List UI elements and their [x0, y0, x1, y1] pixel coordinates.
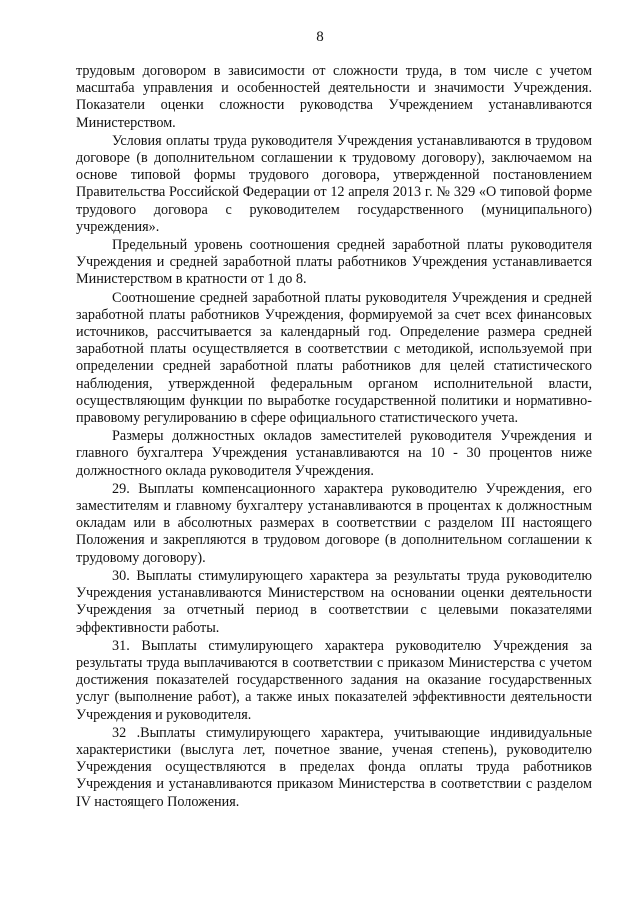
- page-number: 8: [316, 29, 324, 45]
- paragraph-item-32: 32 .Выплаты стимулирующего характера, учитывающие индивидуальные характеристики (выслуга лет, почетное звание, ученая степень), руководителю Учреждения осуществляются в пределах фонда оплаты труда работников Учреждения и устанавливаются приказом Министерства в соответствии с разделом IV настоящего Положения.: [76, 724, 592, 810]
- paragraph-contract-terms: Условия оплаты труда руководителя Учреждения устанавливаются в трудовом договоре (в дополнительном соглашении к трудовому договору), заключаемом на основе типовой формы трудового договора, утвержденной постановлением Правительства Российской Федерации от 12 апреля 2013 г. № 329 «О типовой форме трудового договора с руководителем государственного (муниципального) учреждения».: [76, 132, 592, 235]
- paragraph-item-31: 31. Выплаты стимулирующего характера руководителю Учреждения за результаты труда выплачиваются в соответствии с приказом Министерства с учетом достижения показателей государственного задания на оказание государственных услуг (выполнение работ), а также иных показателей эффективности деятельности Учреждения и руководителя.: [76, 637, 592, 723]
- paragraph-item-30: 30. Выплаты стимулирующего характера за результаты труда руководителю Учреждения устанавливаются Министерством на основании оценки деятельности Учреждения за отчетный период в соответствии с целевыми показателями эффективности работы.: [76, 567, 592, 636]
- paragraph-deputy-salaries: Размеры должностных окладов заместителей руководителя Учреждения и главного бухгалтера Учреждения устанавливаются на 10 - 30 процентов ниже должностного оклада руководителя Учреждения.: [76, 428, 592, 479]
- paragraph-salary-ratio-limit: Предельный уровень соотношения средней заработной платы руководителя Учреждения и средней заработной платы работников Учреждения устанавливается Министерством в кратности от 1 до 8.: [76, 237, 592, 288]
- paragraph-item-29: 29. Выплаты компенсационного характера руководителю Учреждения, его заместителям и главному бухгалтеру устанавливаются в процентах к должностным окладам или в абсолютных размерах в соответствии с разделом III настоящего Положения и закрепляются в трудовом договоре (в дополнительном соглашении к трудовому договору).: [76, 480, 592, 566]
- body-text: [76, 63, 592, 812]
- paragraph-continuation: трудовым договором в зависимости от сложности труда, в том числе с учетом масштаба управления и особенностей деятельности и значимости Учреждения. Показатели оценки сложности руководства Учреждением устанавливаются Министерством.: [76, 63, 592, 131]
- paragraph-salary-ratio-calculation: Соотношение средней заработной платы руководителя Учреждения и средней заработной платы работников Учреждения, формируемой за счет всех финансовых источников, рассчитывается за календарный год. Определение размера средней заработной платы осуществляется в соответствии с методикой, используемой при определении средней заработной платы работников для целей статистического наблюдения, утвержденной федеральным органом исполнительной власти, осуществляющим функции по выработке государственной политики и нормативно-правовому регулированию в сфере официального статистического учета.: [76, 289, 592, 427]
